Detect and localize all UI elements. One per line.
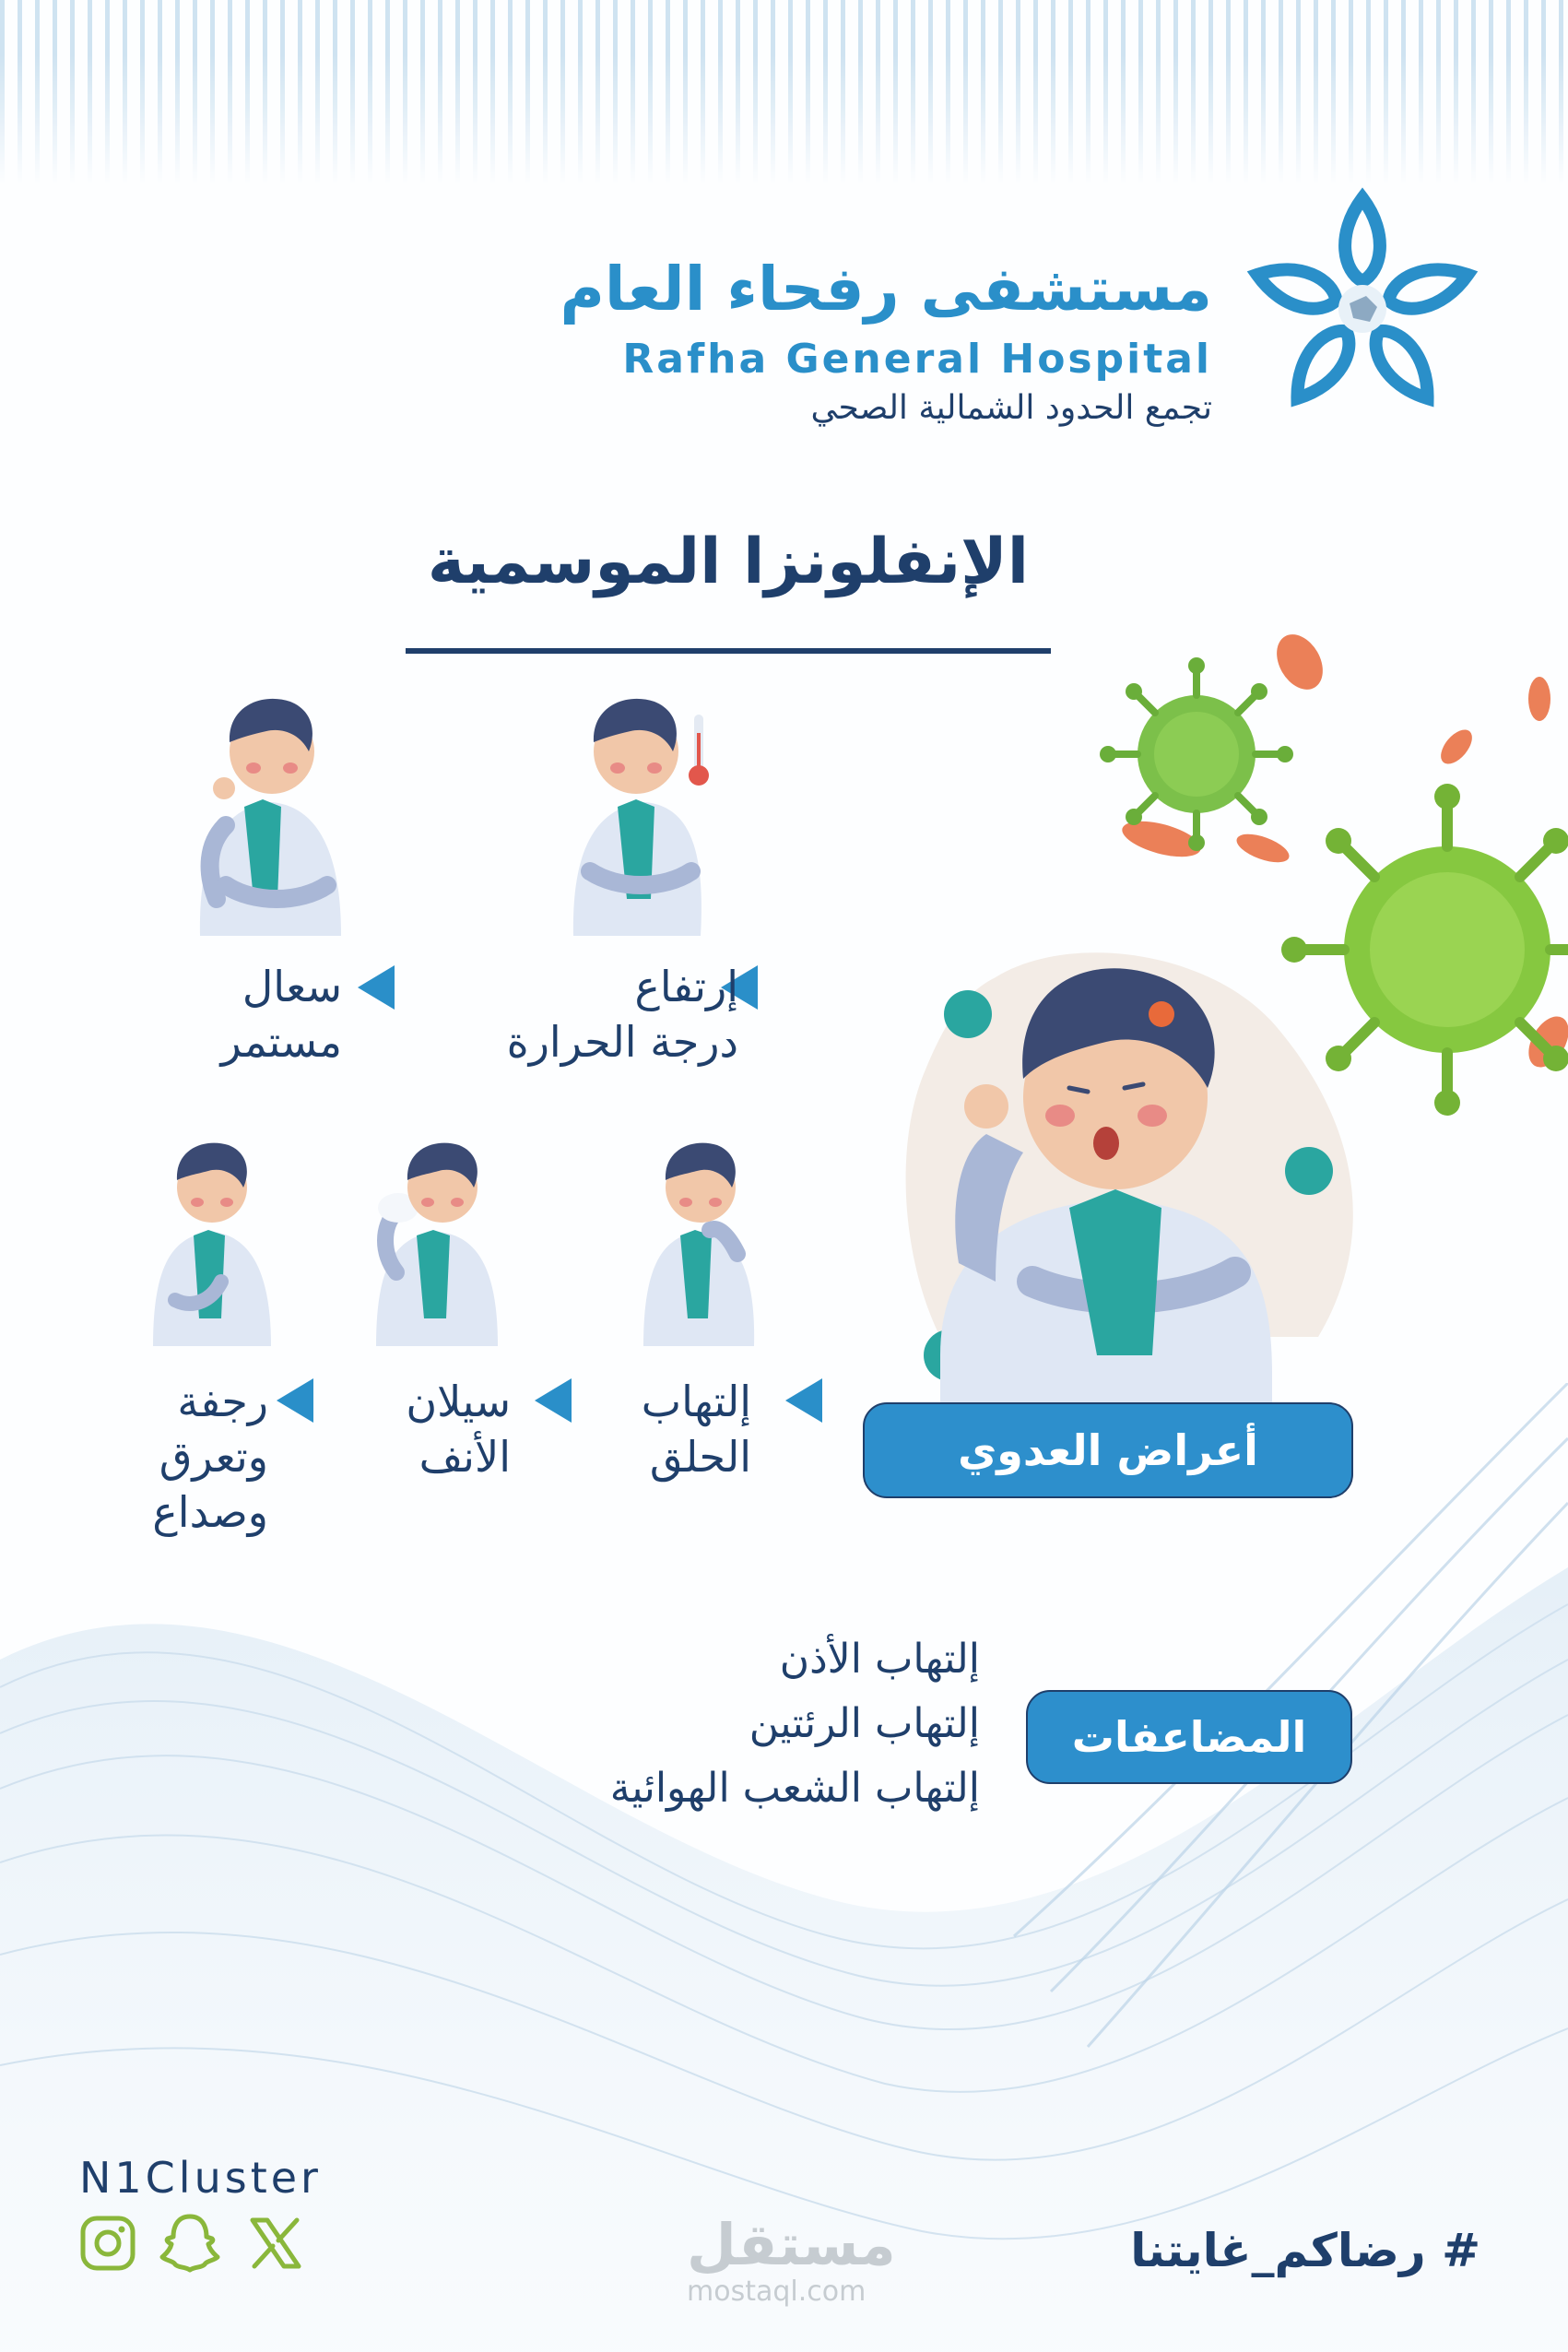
symptom-line: وتعرق — [159, 1432, 268, 1482]
page-title: الإنفلونزا الموسمية — [427, 526, 1030, 598]
symptom-sore-throat — [642, 1374, 751, 1484]
symptom-line: وصداع — [152, 1487, 268, 1537]
complication-item: إلتهاب الرئتين — [749, 1700, 980, 1747]
fever-character — [562, 687, 719, 936]
symptom-fever — [507, 959, 738, 1070]
cluster-name: تجمع الحدود الشمالية الصحي — [810, 389, 1212, 427]
symptom-line: مستمر — [220, 1017, 342, 1067]
instagram-icon[interactable] — [79, 2215, 136, 2272]
chills-character — [147, 1134, 277, 1346]
snapchat-icon[interactable] — [159, 2211, 221, 2274]
hashtag: # رضاكم_غايتنا — [1130, 2224, 1480, 2277]
symptoms-label: أعراض العدوي — [863, 1402, 1353, 1498]
hospital-name-en: Rafha General Hospital — [622, 336, 1212, 383]
symptom-line: إرتفاع — [634, 962, 738, 1011]
symptom-line: سعال — [242, 962, 342, 1011]
symptom-line: درجة الحرارة — [506, 1017, 738, 1067]
bullet-arrow-icon — [535, 1378, 572, 1423]
x-icon[interactable] — [247, 2215, 304, 2272]
symptom-runny-nose — [406, 1374, 511, 1484]
bullet-arrow-icon — [358, 965, 395, 1010]
symptom-chills — [152, 1374, 268, 1540]
symptom-line: الأنف — [419, 1432, 511, 1482]
bullet-arrow-icon — [277, 1378, 313, 1423]
runny-nose-character — [369, 1134, 507, 1346]
sore-throat-character — [636, 1134, 765, 1346]
symptom-cough — [220, 959, 342, 1070]
complications-label: المضاعفات — [1026, 1690, 1352, 1784]
complication-item: إلتهاب الشعب الهوائية — [609, 1765, 980, 1812]
symptom-line: رجفة — [177, 1377, 268, 1426]
watermark-site: mostaql.com — [687, 2275, 867, 2308]
complications-list — [610, 1627, 980, 1821]
title-underline — [406, 648, 1051, 654]
cluster-handle: N1Cluster — [79, 2153, 322, 2203]
main-sick-character — [885, 876, 1401, 1411]
hospital-name-ar: مستشفى رفحاء العام — [560, 254, 1212, 325]
bullet-arrow-icon — [785, 1378, 822, 1423]
cough-character — [189, 687, 355, 936]
complication-item: إلتهاب الأذن — [779, 1636, 980, 1683]
hospital-logo — [1243, 184, 1482, 424]
symptom-line: إلتهاب — [641, 1377, 751, 1426]
symptom-line: سيلان — [406, 1377, 511, 1426]
top-stripes — [0, 0, 1568, 184]
symptom-line: الحلق — [649, 1432, 751, 1482]
watermark-name: مستقل — [687, 2211, 896, 2278]
